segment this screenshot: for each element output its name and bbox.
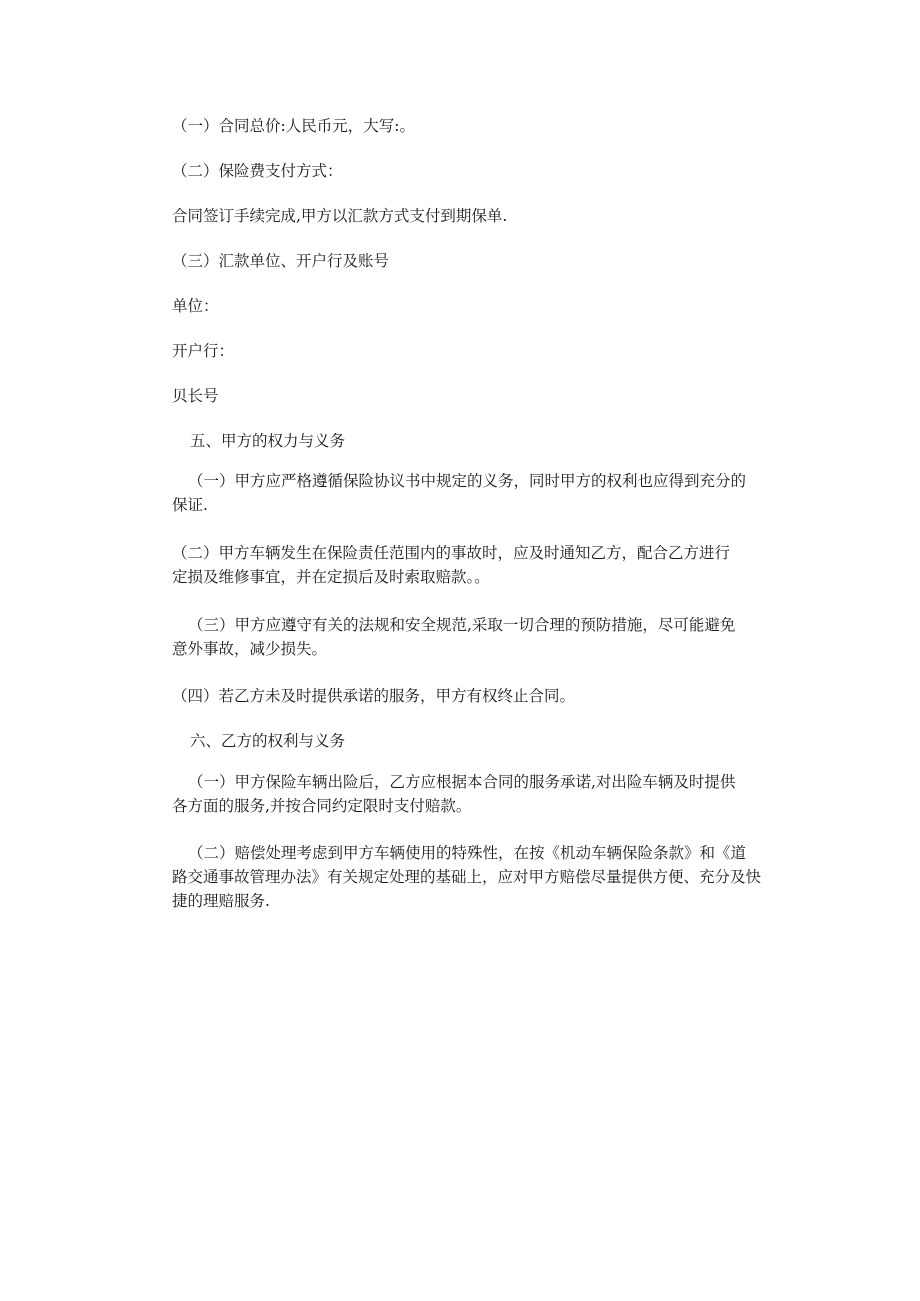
section-five-item-1 [172,469,746,517]
section-five-item-3 [172,613,735,661]
paragraph-line: 路交通事故管理办法》有关规定处理的基础上，应对甲方赔偿尽量提供方便、充分及快 [172,868,762,886]
paragraph-line: （二）赔偿处理考虑到甲方车辆使用的特殊性，在按《机动车辆保险条款》和《道 [188,844,747,862]
paragraph-line: （三）甲方应遵守有关的法规和安全规范,采取一切合理的预防措施，尽可能避免 [188,616,736,634]
paragraph-line: 各方面的服务,并按合同约定限时支付赔款。 [172,797,472,815]
section-five-item-2 [172,541,730,589]
section-six-item-1 [172,770,735,818]
paragraph-line: 捷的理赔服务. [172,892,270,910]
paragraph-line: （一）甲方保险车辆出险后，乙方应根据本合同的服务承诺,对出险车辆及时提供 [188,773,736,791]
remittance-heading: （三）汇款单位、开户行及账号 [172,252,390,270]
paragraph-line: 意外事故，减少损失。 [172,640,328,658]
paragraph-line: （二）甲方车辆发生在保险责任范围内的事故时，应及时通知乙方，配合乙方进行 [172,544,731,562]
section-five-item-4: （四）若乙方未及时提供承诺的服务，甲方有权终止合同。 [172,687,576,705]
section-five-heading: 五、甲方的权力与义务 [190,432,346,450]
paragraph-line: 定损及维修事宜，并在定损后及时索取赔款。。 [172,568,490,586]
section-six-item-2 [172,841,761,913]
section-six-heading: 六、乙方的权利与义务 [190,732,346,750]
unit-label: 单位： [172,297,219,315]
payment-method-heading: （二）保险费支付方式： [172,162,343,180]
paragraph-line: 保证. [172,496,208,514]
paragraph-line: （一）甲方应严格遵循保险协议书中规定的义务，同时甲方的权利也应得到充分的 [188,472,747,490]
bank-label: 开户行： [172,342,235,360]
total-price-line: （一）合同总价:人民币元，大写:。 [172,117,415,135]
account-label: 贝长号 [172,387,219,405]
payment-method-text: 合同签订手续完成,甲方以汇款方式支付到期保单. [172,207,508,225]
